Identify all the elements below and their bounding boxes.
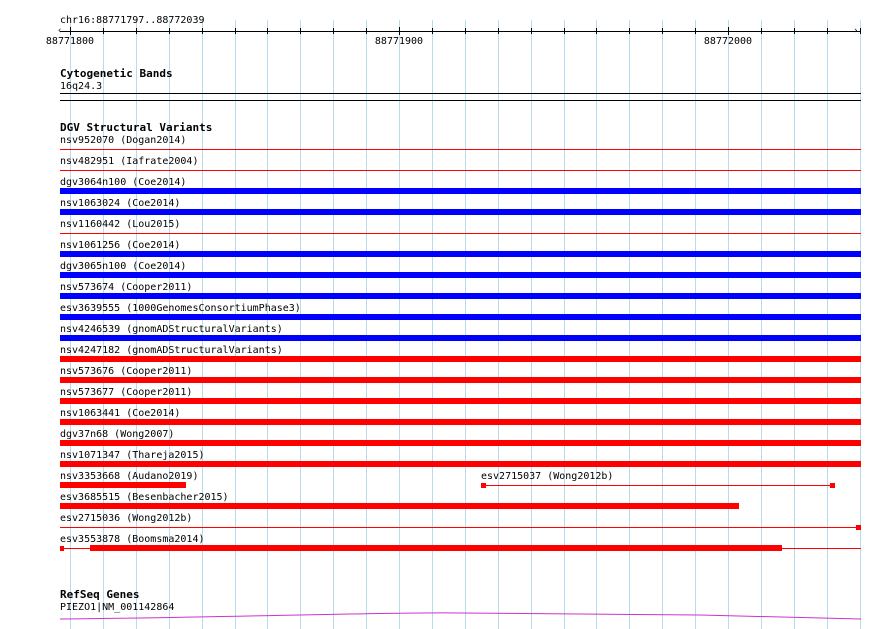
variant-label: nsv3353668 (Audano2019): [60, 471, 199, 482]
variant-label: nsv573677 (Cooper2011): [60, 387, 193, 398]
variant-label: nsv4246539 (gnomADStructuralVariants): [60, 324, 283, 335]
ruler-right-arrow: ›: [853, 26, 859, 36]
ruler-left-arrow: ‹: [57, 26, 63, 36]
cytoband-label: 16q24.3: [60, 81, 103, 92]
variant-label: nsv482951 (Iafrate2004): [60, 156, 199, 167]
ruler-range-label: chr16:88771797..88772039: [60, 15, 205, 26]
variant-label: nsv1061256 (Coe2014): [60, 240, 181, 251]
variant-label: nsv1063024 (Coe2014): [60, 198, 181, 209]
variant-label: nsv1160442 (Lou2015): [60, 219, 181, 230]
dgv-track-title: DGV Structural Variants: [60, 121, 213, 134]
ruler-tick-label: 88772000: [703, 36, 753, 47]
ruler-tick-label: 88771900: [374, 36, 424, 47]
ruler-tick-label: 88771800: [45, 36, 95, 47]
variant-label: dgv37n68 (Wong2007): [60, 429, 175, 440]
variant-label: esv3685515 (Besenbacher2015): [60, 492, 229, 503]
cytoband-track-title: Cytogenetic Bands: [60, 67, 173, 80]
variant-label: esv2715037 (Wong2012b): [481, 471, 614, 482]
variant-label: esv3553878 (Boomsma2014): [60, 534, 205, 545]
variant-label: nsv4247182 (gnomADStructuralVariants): [60, 345, 283, 356]
variant-label: dgv3064n100 (Coe2014): [60, 177, 187, 188]
variant-label: nsv1071347 (Thareja2015): [60, 450, 205, 461]
gene-label: PIEZO1|NM_001142864: [60, 602, 175, 613]
refseq-track-title: RefSeq Genes: [60, 588, 140, 601]
variant-label: nsv1063441 (Coe2014): [60, 408, 181, 419]
variant-label: nsv573676 (Cooper2011): [60, 366, 193, 377]
variant-label: dgv3065n100 (Coe2014): [60, 261, 187, 272]
variant-label: esv3639555 (1000GenomesConsortiumPhase3): [60, 303, 301, 314]
variant-label: nsv952070 (Dogan2014): [60, 135, 187, 146]
variant-label: nsv573674 (Cooper2011): [60, 282, 193, 293]
variant-label: esv2715036 (Wong2012b): [60, 513, 193, 524]
